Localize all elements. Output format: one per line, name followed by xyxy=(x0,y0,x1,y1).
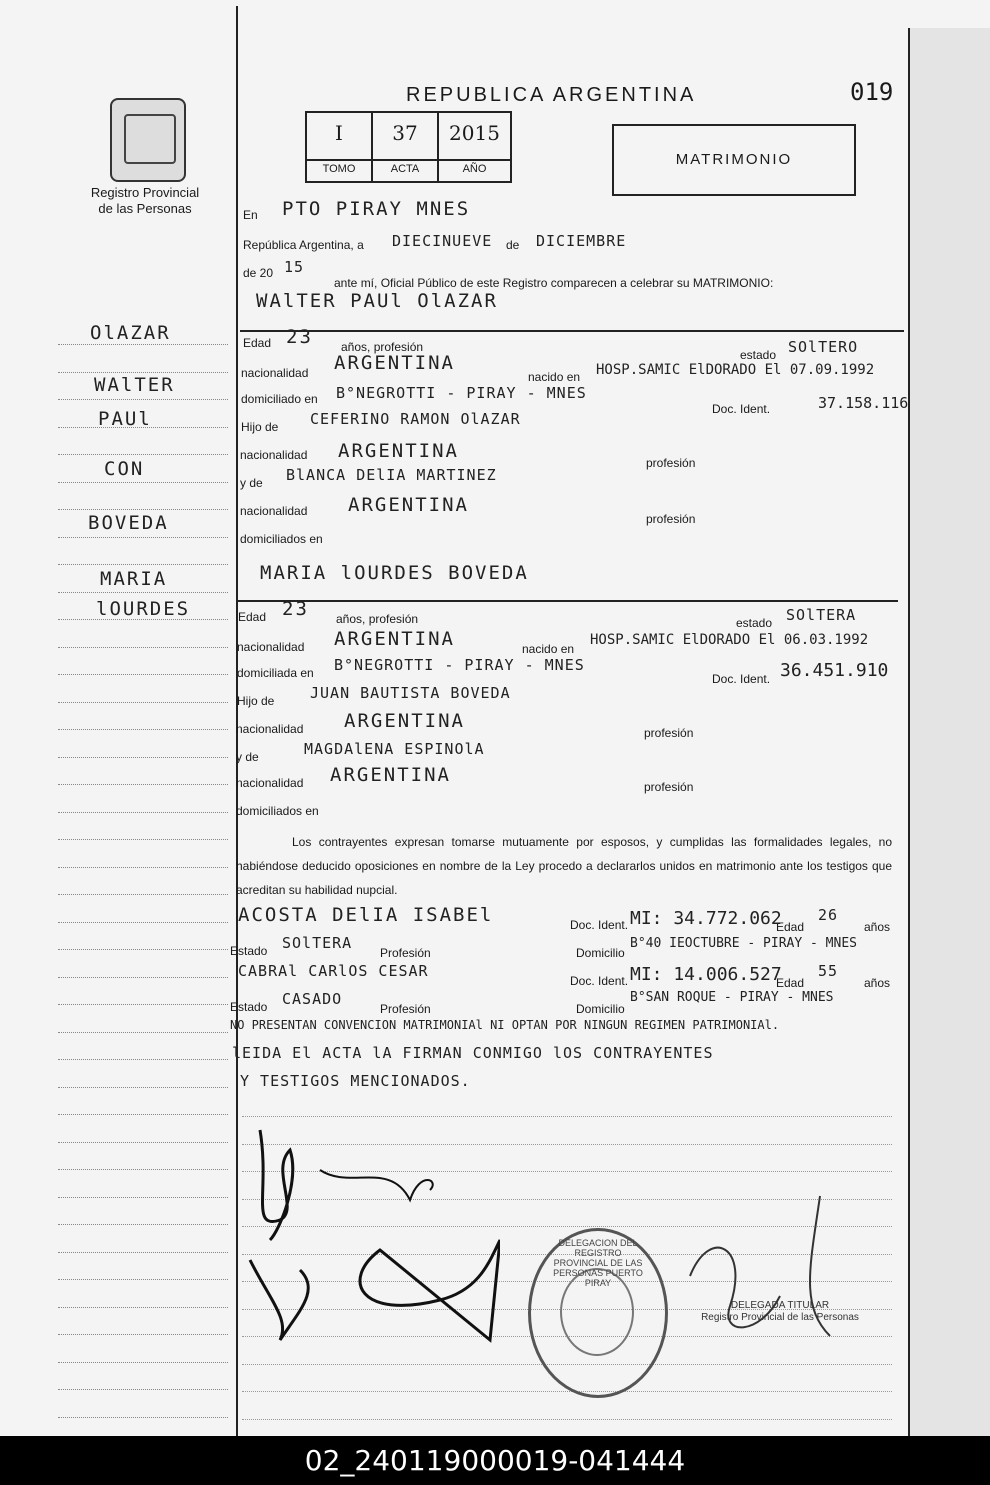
estado-label: estado xyxy=(736,616,773,630)
margin-divider xyxy=(236,6,238,1436)
bride-birth: HOSP.SAMIC ElDORADO El 06.03.1992 xyxy=(590,632,869,648)
groom-doc: 37.158.116 xyxy=(818,394,909,412)
estado-label: Estado xyxy=(230,1000,268,1014)
ruled-line xyxy=(58,839,228,840)
groom-name: WAlTER PAUl OlAZAR xyxy=(256,290,498,312)
month-value: DICIEMBRE xyxy=(536,232,627,250)
profesion-label: profesión xyxy=(646,512,696,526)
profesion-label: Profesión xyxy=(380,946,431,960)
ruled-line xyxy=(58,1334,228,1335)
signatures-left xyxy=(240,1110,500,1370)
witness-signature xyxy=(250,1260,308,1340)
ruled-line xyxy=(58,1032,228,1033)
ruled-line xyxy=(58,729,228,730)
groom-father: CEFERINO RAMON OlAZAR xyxy=(310,410,521,428)
acta-label: ACTA xyxy=(373,159,437,175)
ruled-line xyxy=(58,894,228,895)
y-de-label: y de xyxy=(236,750,259,764)
page-edge xyxy=(908,28,990,1436)
ruled-line xyxy=(58,1417,228,1418)
ruled-line xyxy=(242,1419,892,1420)
nacido-label: nacido en xyxy=(528,370,581,384)
ruled-line xyxy=(58,867,228,868)
witness1-estado: SOlTERA xyxy=(282,934,353,952)
ruled-line xyxy=(58,1142,228,1143)
official-title-block xyxy=(700,1300,860,1324)
estado-label: estado xyxy=(740,348,777,362)
ruled-line xyxy=(58,1004,228,1005)
anos-profesion-label: años, profesión xyxy=(341,340,424,354)
bride-estado: SOlTERA xyxy=(786,606,857,624)
ruled-line xyxy=(58,592,228,593)
ruled-line xyxy=(58,399,228,400)
ruled-line xyxy=(58,1389,228,1390)
ruled-line xyxy=(58,702,228,703)
ruled-line xyxy=(58,949,228,950)
bride-father: JUAN BAUTISTA BOVEDA xyxy=(310,684,511,702)
ruled-line xyxy=(58,647,228,648)
ruled-line xyxy=(58,674,228,675)
margin-note: BOVEDA xyxy=(88,512,169,534)
misiones-seal-logo xyxy=(110,98,186,182)
groom-mother: BlANCA DElIA MARTINEZ xyxy=(286,466,497,484)
estado-label: Estado xyxy=(230,944,268,958)
bride-doc: 36.451.910 xyxy=(780,660,889,681)
nacionalidad-label: nacionalidad xyxy=(240,504,308,518)
witness1-address: B°40 IEOCTUBRE - PIRAY - MNES xyxy=(630,936,857,951)
doc-label: Doc. Ident. xyxy=(570,918,629,932)
nacionalidad-label: nacionalidad xyxy=(236,722,304,736)
groom-father-nationality: ARGENTINA xyxy=(338,440,459,462)
profesion-label: profesión xyxy=(646,456,696,470)
act-type-box: MATRIMONIO xyxy=(612,124,856,196)
ruled-line xyxy=(242,1391,892,1392)
declaration-text: Los contrayentes expresan tomarse mutuamente por esposos, y cumplidas las formalidades legales, no habiéndose deducido oposiciones en nombre de la Ley procedo a declararlos unidos en matrimonio ante los testigos que acreditan su habilidad nupcial. xyxy=(236,835,892,897)
ruled-line xyxy=(58,454,228,455)
registry-line-1: Registro Provincial xyxy=(90,185,200,200)
place-value: PTO PIRAY MNES xyxy=(282,198,471,220)
ruled-line xyxy=(58,812,228,813)
y-de-label: y de xyxy=(240,476,263,490)
ruled-line xyxy=(58,537,228,538)
groom-address: B°NEGROTTI - PIRAY - MNES xyxy=(336,384,587,402)
ruled-line xyxy=(58,1252,228,1253)
edad-label: Edad xyxy=(776,920,805,934)
bride-mother-nationality: ARGENTINA xyxy=(330,764,451,786)
ruled-line xyxy=(58,344,228,345)
groom-birth: HOSP.SAMIC ElDORADO El 07.09.1992 xyxy=(596,362,875,378)
ruled-line xyxy=(58,1279,228,1280)
groom-signature xyxy=(260,1130,293,1240)
ruled-line xyxy=(58,564,228,565)
ruled-line xyxy=(58,1197,228,1198)
domiciliados-label: domiciliados en xyxy=(236,804,319,818)
edad-label: Edad xyxy=(776,976,805,990)
domiciliada-label: domiciliada en xyxy=(237,666,314,680)
margin-note: CON xyxy=(104,458,145,480)
anio-cell xyxy=(439,113,510,181)
acta-cell xyxy=(373,113,439,181)
witness1-name: ACOSTA DElIA ISABEl xyxy=(238,904,494,926)
groom-nationality: ARGENTINA xyxy=(334,352,455,374)
doc-label: Doc. Ident. xyxy=(712,402,771,416)
bride-nationality: ARGENTINA xyxy=(334,628,455,650)
ruled-line xyxy=(58,1087,228,1088)
ruled-line xyxy=(58,372,228,373)
note-line: NO PRESENTAN CONVENCION MATRIMONIAl NI OPTAN POR NINGUN REGIMEN PATRIMONIAl. xyxy=(230,1018,780,1032)
groom-estado: SOlTERO xyxy=(788,338,859,356)
year-prefix: de 20 xyxy=(243,266,274,280)
nacionalidad-label: nacionalidad xyxy=(241,366,309,380)
nacionalidad-label: nacionalidad xyxy=(237,640,305,654)
doc-label: Doc. Ident. xyxy=(712,672,771,686)
section-divider xyxy=(240,330,904,332)
tomo-cell xyxy=(307,113,373,181)
domicilio-label: Domicilio xyxy=(576,1002,625,1016)
note-line: Y TESTIGOS MENCIONADOS. xyxy=(240,1072,471,1090)
edad-label: Edad xyxy=(238,610,267,624)
registry-line-2: de las Personas xyxy=(98,201,192,216)
official-registry: Registro Provincial de las Personas xyxy=(701,1312,859,1323)
anos-label: años xyxy=(864,920,891,934)
tomo-value: I xyxy=(335,121,343,145)
country-title: REPUBLICA ARGENTINA xyxy=(406,84,697,106)
domiciliados-label: domiciliados en xyxy=(240,532,323,546)
hijo-de-label: Hijo de xyxy=(237,694,275,708)
witness1-age: 26 xyxy=(818,906,839,924)
margin-note: OlAZAR xyxy=(90,322,171,344)
ruled-line xyxy=(58,482,228,483)
ruled-line xyxy=(58,1307,228,1308)
margin-note: WAlTER xyxy=(94,374,175,396)
anio-label: AÑO xyxy=(439,159,510,175)
section-divider xyxy=(236,600,898,602)
ruled-line xyxy=(58,1224,228,1225)
intro-text: ante mí, Oficial Público de este Registro comparecen a celebrar su MATRIMONIO: xyxy=(334,276,774,290)
witness-signature-2 xyxy=(360,1240,500,1340)
ruled-line xyxy=(58,1059,228,1060)
witness2-doc: MI: 14.006.527 xyxy=(630,964,782,985)
profesion-label: Profesión xyxy=(380,1002,431,1016)
document-id-footer: 02_240119000019-041444 xyxy=(0,1436,990,1485)
ruled-line xyxy=(58,757,228,758)
margin-note: lOURDES xyxy=(96,598,191,620)
profesion-label: profesión xyxy=(644,726,694,740)
bride-signature xyxy=(320,1170,433,1200)
ruled-line xyxy=(58,1169,228,1170)
nacido-label: nacido en xyxy=(522,642,575,656)
nacionalidad-label: nacionalidad xyxy=(236,776,304,790)
hijo-de-label: Hijo de xyxy=(241,420,279,434)
witness2-estado: CASADO xyxy=(282,990,343,1008)
official-signature xyxy=(670,1186,870,1356)
anos-profesion-label: años, profesión xyxy=(336,612,419,626)
anio-value: 2015 xyxy=(449,121,500,145)
domicilio-label: Domicilio xyxy=(576,946,625,960)
registry-name xyxy=(70,185,220,217)
day-value: DIECINUEVE xyxy=(392,232,493,250)
edad-label: Edad xyxy=(243,336,272,350)
ruled-line xyxy=(58,922,228,923)
domiciliado-label: domiciliado en xyxy=(241,392,318,406)
year-suffix: 15 xyxy=(284,258,305,276)
nacionalidad-label: nacionalidad xyxy=(240,448,308,462)
coat-of-arms-icon xyxy=(124,114,176,164)
stamp-text: DELEGACION DEL REGISTRO PROVINCIAL DE LAS PERSONAS PUERTO PIRAY xyxy=(553,1238,643,1288)
note-line: lEIDA El ACTA lA FIRMAN CONMIGO lOS CONTRAYENTES xyxy=(232,1044,714,1062)
bride-mother: MAGDAlENA ESPINOlA xyxy=(304,740,485,758)
groom-mother-nationality: ARGENTINA xyxy=(348,494,469,516)
groom-age: 23 xyxy=(286,326,313,348)
anos-label: años xyxy=(864,976,891,990)
record-box xyxy=(305,111,512,183)
folio-number: 019 xyxy=(850,78,894,106)
profesion-label: profesión xyxy=(644,780,694,794)
witness2-address: B°SAN ROQUE - PIRAY - MNES xyxy=(630,990,834,1005)
official-title: DELEGADA TITULAR xyxy=(730,1300,830,1311)
acta-value: 37 xyxy=(392,121,418,145)
margin-note: MARIA xyxy=(100,568,168,590)
republic-label: República Argentina, a xyxy=(243,238,364,252)
bride-address: B°NEGROTTI - PIRAY - MNES xyxy=(334,656,585,674)
bride-name: MARIA lOURDES BOVEDA xyxy=(260,562,529,584)
ruled-line xyxy=(58,977,228,978)
ruled-line xyxy=(58,1114,228,1115)
margin-note: PAUl xyxy=(98,408,152,430)
bride-age: 23 xyxy=(282,598,309,620)
ruled-line xyxy=(58,509,228,510)
doc-label: Doc. Ident. xyxy=(570,974,629,988)
en-label: En xyxy=(243,208,258,222)
ruled-line xyxy=(58,784,228,785)
witness2-name: CABRAl CARlOS CESAR xyxy=(238,962,429,980)
ruled-line xyxy=(58,1362,228,1363)
de-label: de xyxy=(506,238,520,252)
bride-father-nationality: ARGENTINA xyxy=(344,710,465,732)
witness1-doc: MI: 34.772.062 xyxy=(630,908,782,929)
tomo-label: TOMO xyxy=(307,159,371,175)
witness2-age: 55 xyxy=(818,962,839,980)
